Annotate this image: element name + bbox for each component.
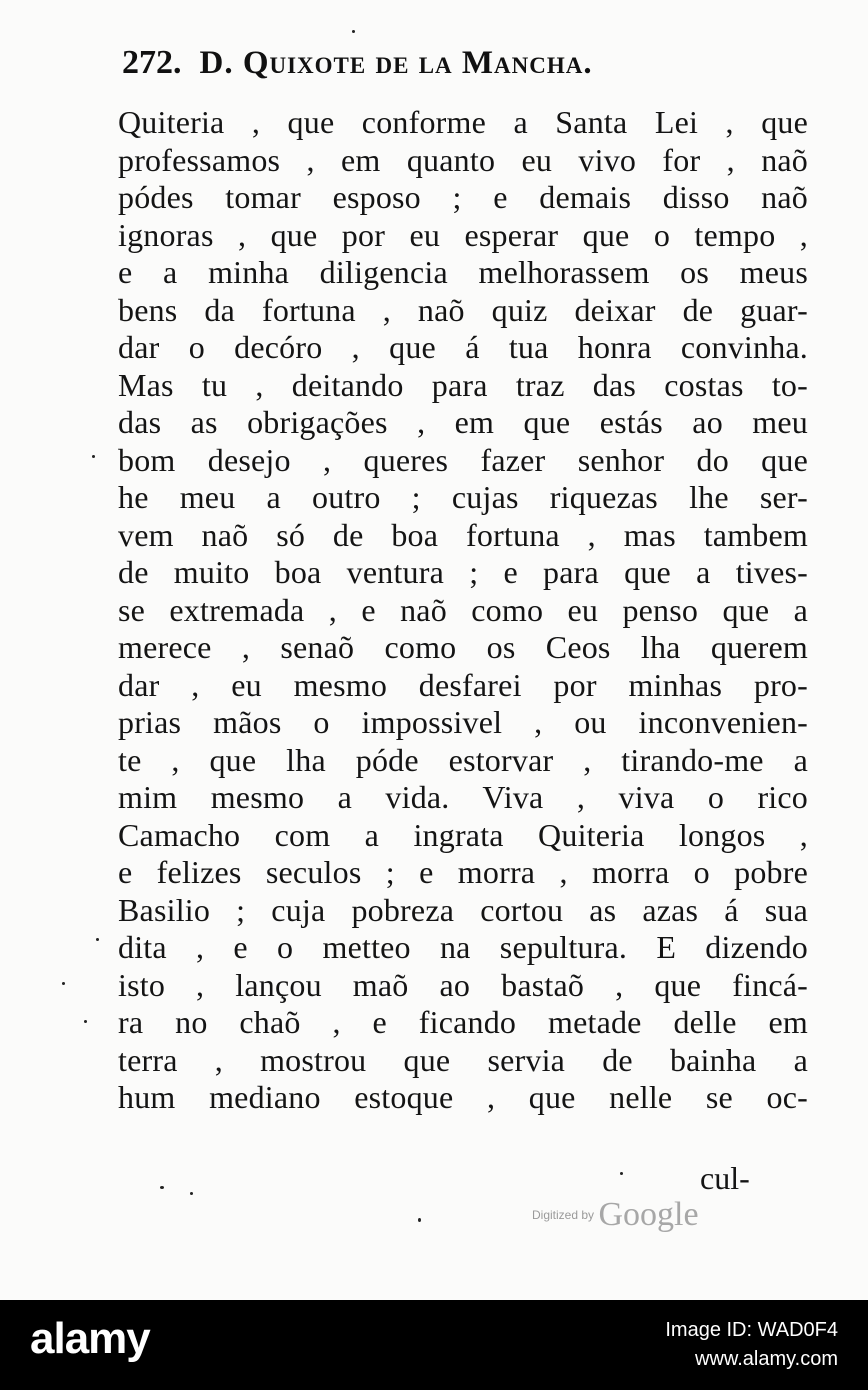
text-line: pódes tomar esposo ; e demais disso naõ <box>118 179 808 215</box>
text-line: Mas tu , deitando para traz das costas to- <box>118 366 808 403</box>
scan-speck <box>190 1192 193 1195</box>
scan-speck <box>96 938 99 941</box>
scan-speck <box>352 30 355 33</box>
digitized-by-watermark <box>532 1196 699 1236</box>
text-line: dita , e o metteo na sepultura. E dizendo <box>118 929 808 965</box>
stock-photo-footer <box>0 1300 868 1390</box>
image-id: Image ID: WAD0F4 <box>665 1319 838 1341</box>
text-line: hum mediano estoque , que nelle se oc- <box>118 1079 808 1115</box>
text-line: bom desejo , queres fazer senhor do que <box>118 441 808 478</box>
text-line: prias mãos o impossivel , ou inconvenien- <box>118 704 808 740</box>
scan-speck <box>418 1218 421 1222</box>
text-line: de muito boa ventura ; e para que a tives- <box>118 554 808 590</box>
google-logo: Google <box>598 1196 699 1233</box>
body-text <box>118 104 808 1117</box>
catchword: cul- <box>700 1160 750 1196</box>
scan-speck <box>92 455 95 458</box>
text-line: Quiteria , que conforme a Santa Lei , que <box>118 104 808 140</box>
text-line: ignoras , que por eu esperar que o tempo , <box>118 216 808 253</box>
scan-speck <box>62 982 65 985</box>
text-line: terra , mostrou que servia de bainha a <box>118 1041 808 1078</box>
digitized-by-label: Digitized by <box>532 1208 595 1222</box>
text-line: dar o decóro , que á tua honra convinha. <box>118 329 808 365</box>
page-header <box>122 44 802 104</box>
text-line: mim mesmo a vida. Viva , viva o rico <box>118 779 808 815</box>
text-line: te , que lha póde estorvar , tirando-me a <box>118 741 808 778</box>
text-line: isto , lançou maõ ao bastaõ , que fincá- <box>118 966 808 1003</box>
scan-speck <box>620 1172 623 1175</box>
scan-speck <box>160 1186 164 1189</box>
text-line: bens da fortuna , naõ quiz deixar de guar- <box>118 291 808 328</box>
text-line: professamos , em quanto eu vivo for , naõ <box>118 141 808 178</box>
text-line: Basilio ; cuja pobreza cortou as azas á sua <box>118 891 808 928</box>
text-line: merece , senaõ como os Ceos lha querem <box>118 629 808 665</box>
text-line: Camacho com a ingrata Quiteria longos , <box>118 816 808 853</box>
text-line: e a minha diligencia melhorassem os meus <box>118 254 808 290</box>
text-line: vem naõ só de boa fortuna , mas tambem <box>118 516 808 553</box>
stock-meta <box>665 1316 838 1374</box>
text-line: se extremada , e naõ como eu penso que a <box>118 591 808 628</box>
text-line: dar , eu mesmo desfarei por minhas pro- <box>118 666 808 703</box>
stock-url: www.alamy.com <box>695 1348 838 1370</box>
running-title: D. Quixote de la Mancha. <box>199 45 593 81</box>
text-line: e felizes seculos ; e morra , morra o pobre <box>118 854 808 890</box>
page-number: 272. <box>122 44 182 81</box>
scan-speck <box>84 1020 87 1023</box>
alamy-logo: alamy <box>30 1314 150 1363</box>
text-line: he meu a outro ; cujas riquezas lhe ser- <box>118 479 808 515</box>
text-line: ra no chaõ , e ficando metade delle em <box>118 1004 808 1040</box>
text-line: das as obrigações , em que estás ao meu <box>118 404 808 440</box>
